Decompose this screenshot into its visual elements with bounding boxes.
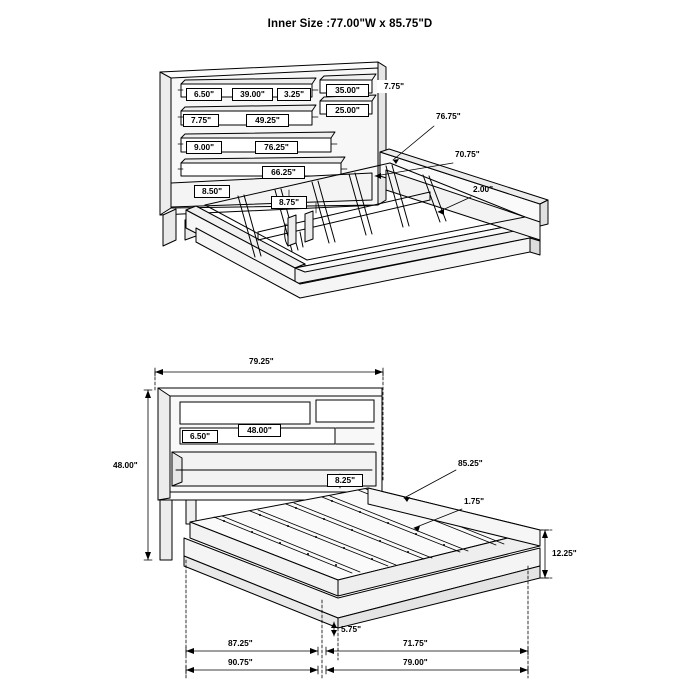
dim-6-50-b: 6.50" — [182, 430, 218, 443]
dim-7-75-top: 7.75" — [377, 80, 411, 93]
dim-70-75: 70.75" — [455, 149, 480, 159]
dim-71-75: 71.75" — [403, 638, 428, 648]
dim-76-75: 76.75" — [436, 111, 461, 121]
dim-9-00: 9.00" — [186, 141, 222, 154]
dim-1-75: 1.75" — [464, 496, 485, 506]
dim-79-25: 79.25" — [249, 356, 274, 366]
dim-8-25: 8.25" — [327, 474, 363, 487]
dim-87-25: 87.25" — [228, 638, 253, 648]
dim-39-00: 39.00" — [232, 88, 273, 101]
dim-12-25: 12.25" — [552, 548, 577, 558]
dim-6-50: 6.50" — [186, 88, 222, 101]
dim-76-25: 76.25" — [255, 141, 298, 154]
dim-3-25: 3.25" — [277, 88, 311, 101]
dim-8-50: 8.50" — [194, 185, 230, 198]
dim-49-25: 49.25" — [246, 114, 289, 127]
dim-48-00-b: 48.00" — [238, 424, 281, 437]
dim-90-75: 90.75" — [228, 657, 253, 667]
dim-25-00: 25.00" — [326, 104, 369, 117]
page-title: Inner Size :77.00"W x 85.75"D — [267, 18, 433, 30]
dim-48-00-h: 48.00" — [113, 460, 138, 470]
dim-2-00: 2.00" — [473, 184, 494, 194]
dim-5-75: 5.75" — [341, 624, 362, 634]
dim-8-75: 8.75" — [271, 196, 307, 209]
dim-7-75-left: 7.75" — [183, 114, 219, 127]
dim-85-25: 85.25" — [458, 458, 483, 468]
dim-66-25: 66.25" — [262, 166, 305, 179]
dim-79-00: 79.00" — [403, 657, 428, 667]
dim-35-00: 35.00" — [326, 84, 369, 97]
